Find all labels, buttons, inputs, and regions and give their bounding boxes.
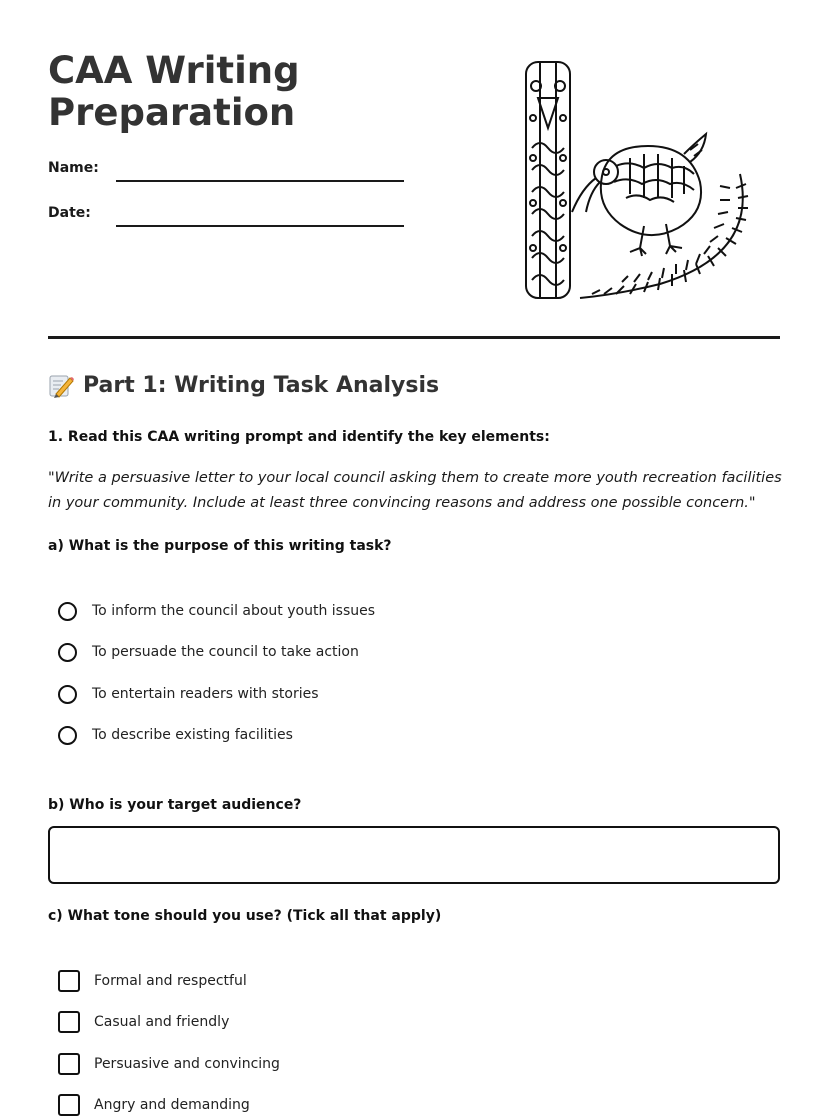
part1-heading (48, 372, 439, 398)
option-label: Casual and friendly (94, 1014, 230, 1030)
radio-button[interactable] (58, 643, 77, 662)
name-label: Name: (48, 160, 99, 176)
tone-option-casual[interactable] (58, 1010, 229, 1034)
tone-option-persuasive[interactable] (58, 1052, 280, 1076)
purpose-option-inform[interactable] (58, 599, 375, 623)
tone-option-formal[interactable] (58, 969, 247, 993)
checkbox[interactable] (58, 1094, 80, 1116)
option-label: To describe existing facilities (92, 727, 293, 743)
question-c-label: c) What tone should you use? (Tick all that apply) (48, 908, 442, 924)
purpose-option-persuade[interactable] (58, 640, 359, 664)
option-label: Angry and demanding (94, 1097, 250, 1113)
checkbox[interactable] (58, 1053, 80, 1075)
radio-button[interactable] (58, 726, 77, 745)
question-a-label: a) What is the purpose of this writing task? (48, 538, 392, 554)
radio-button[interactable] (58, 685, 77, 704)
writing-prompt: "Write a persuasive letter to your local council asking them to create more youth recreation facilities in your community. Include at least three convincing reasons and address one possible concern." (48, 470, 782, 511)
name-field[interactable] (116, 180, 404, 182)
option-label: Persuasive and convincing (94, 1056, 280, 1072)
memo-pencil-icon (48, 372, 74, 398)
checkbox[interactable] (58, 1011, 80, 1033)
checkbox[interactable] (58, 970, 80, 992)
option-label: To persuade the council to take action (92, 644, 359, 660)
purpose-option-entertain[interactable] (58, 682, 319, 706)
radio-button[interactable] (58, 602, 77, 621)
purpose-option-describe[interactable] (58, 723, 293, 747)
date-field[interactable] (116, 225, 404, 227)
option-label: To entertain readers with stories (92, 686, 319, 702)
page-title: CAA Writing Preparation (48, 49, 300, 134)
question-b-label: b) Who is your target audience? (48, 797, 302, 813)
tone-option-angry[interactable] (58, 1093, 250, 1117)
date-label: Date: (48, 205, 91, 221)
header-divider (48, 336, 780, 339)
part1-heading-text: Part 1: Writing Task Analysis (83, 372, 440, 398)
question-1-label: 1. Read this CAA writing prompt and identify the key elements: (48, 429, 550, 445)
option-label: To inform the council about youth issues (92, 603, 376, 619)
option-label: Formal and respectful (94, 973, 247, 989)
target-audience-input[interactable] (48, 826, 780, 884)
maori-carving-kiwi-fern-illustration (516, 58, 766, 308)
